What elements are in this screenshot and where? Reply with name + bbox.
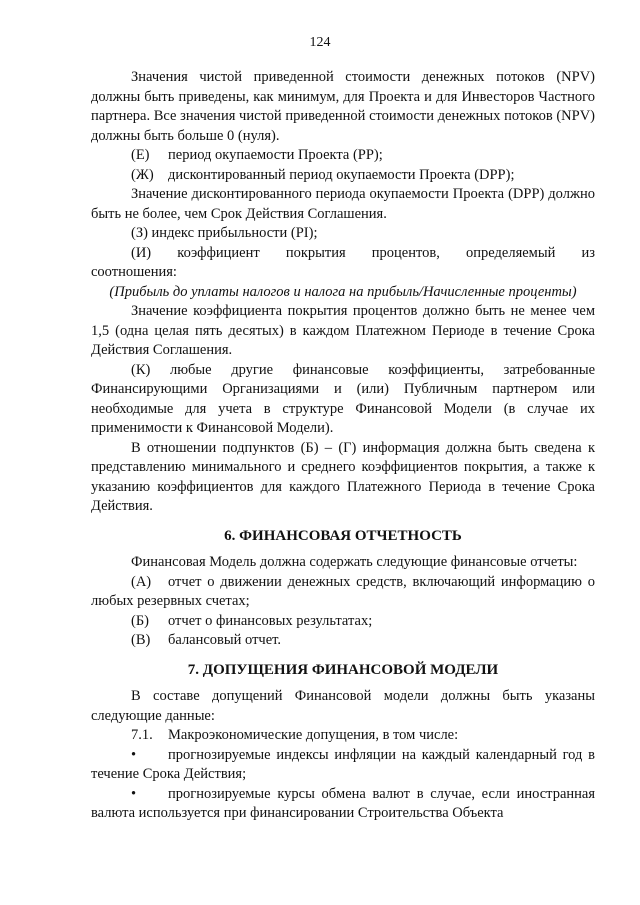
list-item-a-text: отчет о движении денежных средств, включающий информацию о любых резервных счетах; (91, 573, 595, 609)
section-6-heading: 6. ФИНАНСОВАЯ ОТЧЕТНОСТЬ (224, 527, 462, 544)
bullet-item-text: прогнозируемые курсы обмена валют в случае, если иностранная валюта используется при финансировании Строительства Объекта (91, 785, 595, 821)
bullet-item (91, 746, 595, 785)
regard-paragraph: В отношении подпунктов (Б) – (Г) информация должна быть сведена к представлению минимального и среднего коэффициентов покрытия, а также к указанию коэффициентов для каждого Платежного Периода в течение Срока Действия. (91, 439, 595, 514)
list-item-e-text: период окупаемости Проекта (PP); (168, 147, 383, 163)
bullet-item-text: прогнозируемые индексы инфляции на каждый календарный год в течение Срока Действия; (91, 746, 595, 782)
section-6-intro: Финансовая Модель должна содержать следующие финансовые отчеты: (131, 554, 578, 570)
list-item-z: (З) индекс прибыльности (PI); (131, 225, 318, 241)
list-item-zh-text: дисконтированный период окупаемости Проекта (DPP); (168, 166, 515, 183)
bullet-item (91, 785, 595, 824)
section-7-heading: 7. ДОПУЩЕНИЯ ФИНАНСОВОЙ МОДЕЛИ (187, 661, 499, 678)
list-item-b-tag: (Б) (131, 612, 149, 629)
bullet-icon: • (131, 785, 137, 802)
bullet-icon: • (131, 746, 137, 763)
document-body (91, 68, 595, 824)
dpp-paragraph: Значение дисконтированного периода окупаемости Проекта (DPP) должно быть не более, чем Срок Действия Соглашения. (91, 186, 595, 222)
list-item-zh-tag: (Ж) (131, 166, 154, 183)
subsection-7-1-text: Макроэкономические допущения, в том числе: (168, 727, 459, 743)
list-item-b-text: отчет о финансовых результатах; (168, 612, 373, 629)
page-number: 124 (309, 35, 331, 50)
list-item-b (91, 612, 595, 632)
list-item-e (91, 146, 595, 166)
subsection-7-1-tag: 7.1. (131, 727, 153, 743)
list-item-a (91, 573, 595, 612)
subsection-7-1 (91, 726, 595, 746)
formula: (Прибыль до уплаты налогов и налога на прибыль/Начисленные проценты) (109, 283, 577, 300)
list-item-zh (91, 166, 595, 186)
list-item-k: (К) любые другие финансовые коэффициенты, затребованные Финансирующими Организациями и (или) Публичным партнером или необходимые для учета в структуре Финансовой Модели (в случае их применимости к Финансовой Модели). (91, 361, 595, 436)
list-item-e-tag: (Е) (131, 147, 150, 163)
list-item-i-line1: (И) коэффициент покрытия процентов, определяемый из (131, 244, 595, 261)
npv-paragraph: Значения чистой приведенной стоимости денежных потоков (NPV) должны быть приведены, как минимум, для Проекта и для Инвесторов Частного партнера. Все значения чистой приведенной стоимости денежных потоков (NPV) должны быть больше 0 (нуля). (91, 69, 595, 144)
coef-paragraph: Значение коэффициента покрытия процентов должно быть не менее чем 1,5 (одна целая пять десятых) в каждом Платежном Периоде в течение Срока Действия Соглашения. (91, 303, 595, 358)
list-item-v-text: балансовый отчет. (168, 632, 282, 648)
section-7-intro: В составе допущений Финансовой модели должны быть указаны следующие данные: (91, 688, 595, 724)
list-item-a-tag: (А) (131, 573, 152, 590)
list-item-v (91, 631, 595, 651)
list-item-v-tag: (В) (131, 632, 151, 648)
list-item-i-line2: соотношения: (91, 264, 177, 280)
